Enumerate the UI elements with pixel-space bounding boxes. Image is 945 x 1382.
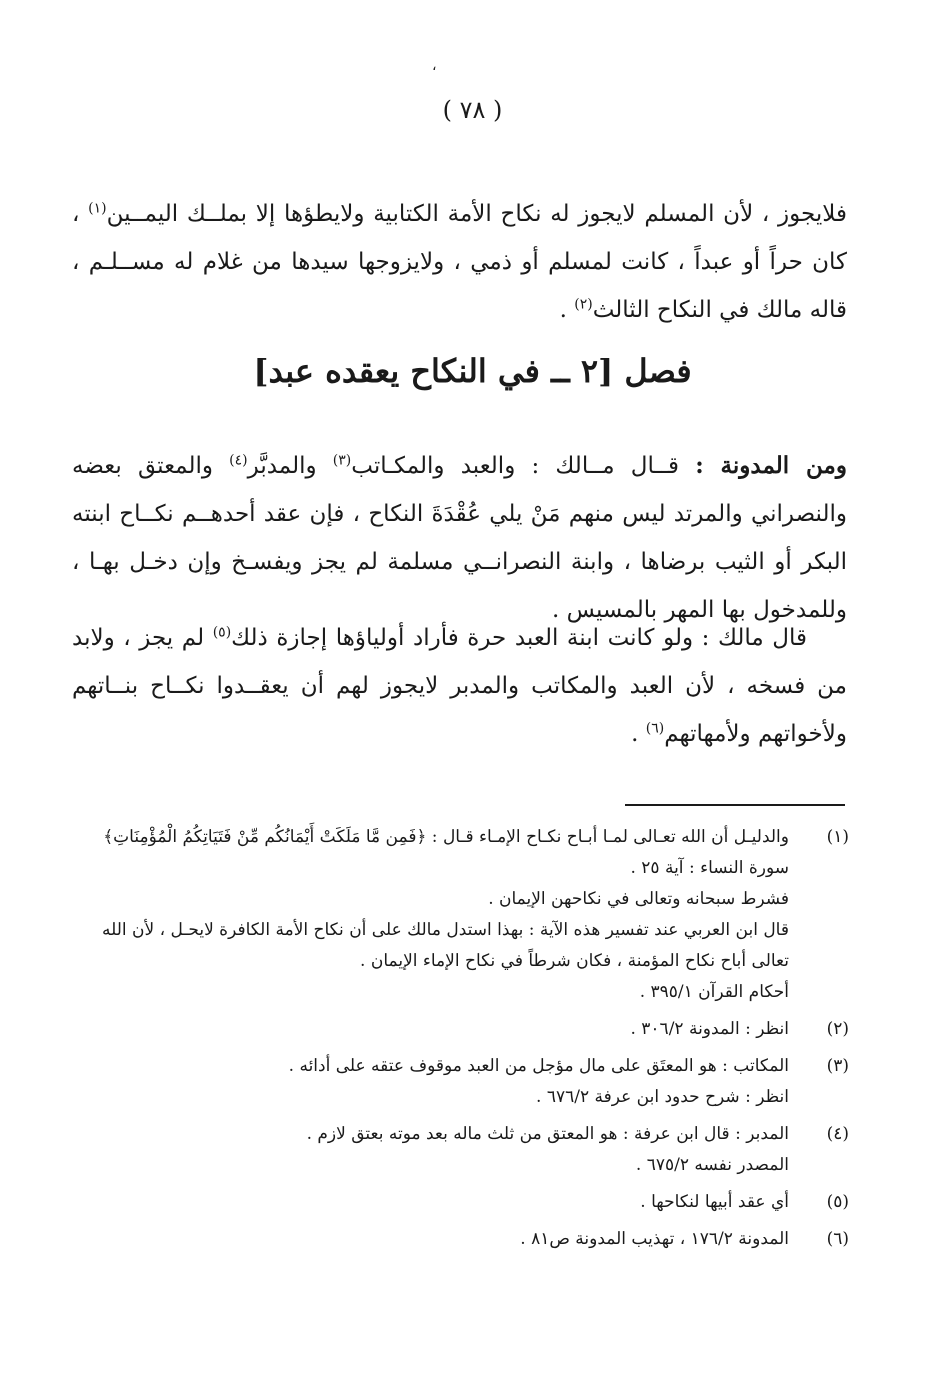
footnote-number: (٣) (826, 1056, 849, 1076)
footnote-line: فشرط سبحانه وتعالى في نكاحهن الإيمان . (488, 889, 789, 909)
page-mark: ، (432, 58, 437, 74)
section-heading: فصل [٢ ــ في النكاح يعقده عبد] (253, 352, 692, 390)
footnote-number: (٦) (826, 1229, 849, 1249)
footnote-line: المدبر : قال ابن عرفة : هو المعتق من ثلث ماله بعد موته بعتق لازم . (306, 1124, 789, 1144)
paragraph-1-text-b: ، كان حراً أو عبداً ، كانت لمسلم أو ذمي ، ولايزوجها سيدها من غلام له مســلـم ، قاله مالك في النكاح الثالث (72, 201, 847, 323)
paragraph-3-text-b: لم يجز ، ولابد من فسخه ، لأن العبد والمكاتب والمدبر لايجوز لهم أن يعقــدوا نكــاح بنــاتهم ولأخواتهم ولأمهاتهم (72, 625, 847, 747)
footnote-number: (٤) (826, 1124, 849, 1144)
footnote-line: المصدر نفسه ٦٧٥/٢ . (635, 1155, 789, 1175)
footnote-ref-6: (٦) (645, 720, 665, 737)
footnote-ref-2: (٢) (574, 296, 593, 313)
footnote-number: (٢) (826, 1019, 849, 1039)
footnote-1 (69, 822, 849, 1008)
footnote-line: أي عقد أبيها لنكاحها . (640, 1192, 789, 1212)
paragraph-1-text-c: . (559, 297, 575, 323)
footnote-2 (69, 1014, 849, 1045)
footnote-line: أحكام القرآن ٣٩٥/١ . (639, 982, 789, 1002)
footnote-ref-3: (٣) (332, 452, 352, 469)
paragraph-3-text-a: قال مالك : ولو كانت ابنة العبد حرة فأراد أولياؤها إجازة ذلك (231, 625, 807, 651)
footnote-5 (69, 1187, 849, 1218)
footnote-line: قال ابن العربي عند تفسير هذه الآية : بهذا استدل مالك على أن نكاح الأمة الكافرة لايحـل ، لأن الله تعالى أباح نكاح المؤمنة ، فكان شرطاً في نكاح الإماء الإيمان . (102, 920, 789, 971)
paragraph-2 (72, 442, 847, 634)
footnote-line: والدليـل أن الله تعـالى لمـا أبـاح نكـاح الإمـاء قـال : ﴿فَمِن مَّا مَلَكَتْ أَيْمَانُكُم مِّنْ فَتَيَاتِكُمُ الْمُؤْمِنَاتِ﴾ سورة النساء : آية ٢٥ . (103, 827, 789, 878)
footnote-number: (١) (826, 827, 849, 847)
paragraph-2-text-a: قــال مــالك : والعبد والمكـاتب (351, 453, 696, 479)
footnote-separator (625, 804, 845, 806)
footnotes (69, 822, 849, 1261)
paragraph-3-text-c: . (631, 721, 646, 747)
paragraph-2-text-b: والمدبَّر (247, 453, 333, 479)
footnote-line: المكاتب : هو المعتَق على مال مؤجل من العبد موقوف عتقه على أدائه . (288, 1056, 789, 1076)
footnote-3 (69, 1051, 849, 1113)
paragraph-3 (72, 614, 847, 758)
footnote-line: انظر : المدونة ٣٠٦/٢ . (630, 1019, 789, 1039)
footnote-number: (٥) (826, 1192, 849, 1212)
footnote-4 (69, 1119, 849, 1181)
footnote-ref-5: (٥) (212, 624, 232, 641)
footnote-ref-1: (١) (88, 200, 107, 217)
paragraph-1-text-a: فلايجوز ، لأن المسلم لايجوز له نكاح الأمة الكتابية ولايطؤها إلا بملــك اليمــين (106, 201, 847, 227)
paragraph-1 (72, 190, 847, 334)
paragraph-2-lead: ومن المدونة : (695, 452, 847, 479)
footnote-line: انظر : شرح حدود ابن عرفة ٦٧٦/٢ . (536, 1087, 789, 1107)
paragraph-2-text-c: والمعتق بعضه والنصراني والمرتد ليس منهم مَنْ يلي عُقْدَةَ النكاح ، فإن عقد أحدهــم نكــاح ابنته البكر أو الثيب برضاها ، وابنة النصرانــي مسلمة لم يجز ويفسـخ وإن دخـل بهـا ، وللمدخول بها المهر بالمسيس . (72, 453, 847, 623)
footnote-6 (69, 1224, 849, 1255)
footnote-line: المدونة ١٧٦/٢ ، تهذيب المدونة ص٨١ . (520, 1229, 789, 1249)
page-number: ( ٧٨ ) (442, 96, 503, 124)
footnote-ref-4: (٤) (229, 452, 248, 469)
